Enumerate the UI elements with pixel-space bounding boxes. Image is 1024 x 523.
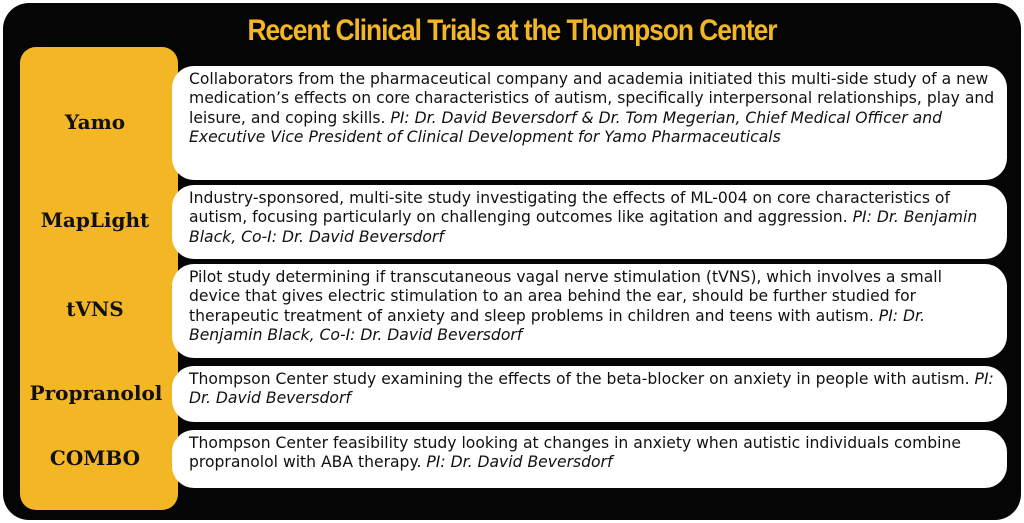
trial-pi: PI: Dr. Benjamin Black, Co-I: Dr. David Beversdorf [189, 208, 978, 246]
trial-card-tvns [172, 264, 1007, 358]
trial-name-combo: COMBO [49, 446, 141, 470]
trial-name-tvns: tVNS [66, 297, 124, 321]
trial-card-maplight [172, 185, 1007, 259]
trial-description: Pilot study determining if transcutaneous vagal nerve stimulation (tVNS), which involves a small device that gives electric stimulation to an area behind the ear, should be further studied for therapeutic treatment of anxiety and sleep problems in children and teens with autism. [189, 268, 942, 325]
trial-card-yamo [172, 66, 1007, 180]
trial-card-combo [172, 430, 1007, 488]
trial-pi: PI: Dr. Benjamin Black, Co-I: Dr. David Beversdorf [189, 306, 925, 345]
trial-description: Collaborators from the pharmaceutical company and academia initiated this multi-side study of a new medication’s effects on core characteristics of autism, specifically interpersonal relationships, play and leisure, and coping skills. [189, 70, 995, 127]
trial-description: Thompson Center feasibility study looking at changes in anxiety when autistic individuals combine propranolol with ABA therapy. [189, 434, 961, 472]
trial-card-propranolol [172, 366, 1007, 422]
trial-description: Thompson Center study examining the effects of the beta-blocker on anxiety in people with autism. [189, 370, 970, 388]
trial-name-yamo: Yamo [64, 110, 126, 134]
trial-pi: PI: Dr. David Beversdorf & Dr. Tom Megerian, Chief Medical Officer and Executive Vice President of Clinical Development for Yamo Pharmaceuticals [189, 108, 942, 147]
trial-pi: PI: Dr. David Beversdorf [426, 453, 613, 472]
page-title: Recent Clinical Trials at the Thompson Center [247, 14, 777, 47]
trial-name-maplight: MapLight [40, 208, 150, 232]
trial-pi: PI: Dr. David Beversdorf [189, 370, 994, 408]
trial-description: Industry-sponsored, multi-site study investigating the effects of ML-004 on core characteristics of autism, focusing particularly on challenging outcomes like agitation and aggression. [189, 189, 950, 227]
trial-name-propranolol: Propranolol [29, 381, 163, 405]
